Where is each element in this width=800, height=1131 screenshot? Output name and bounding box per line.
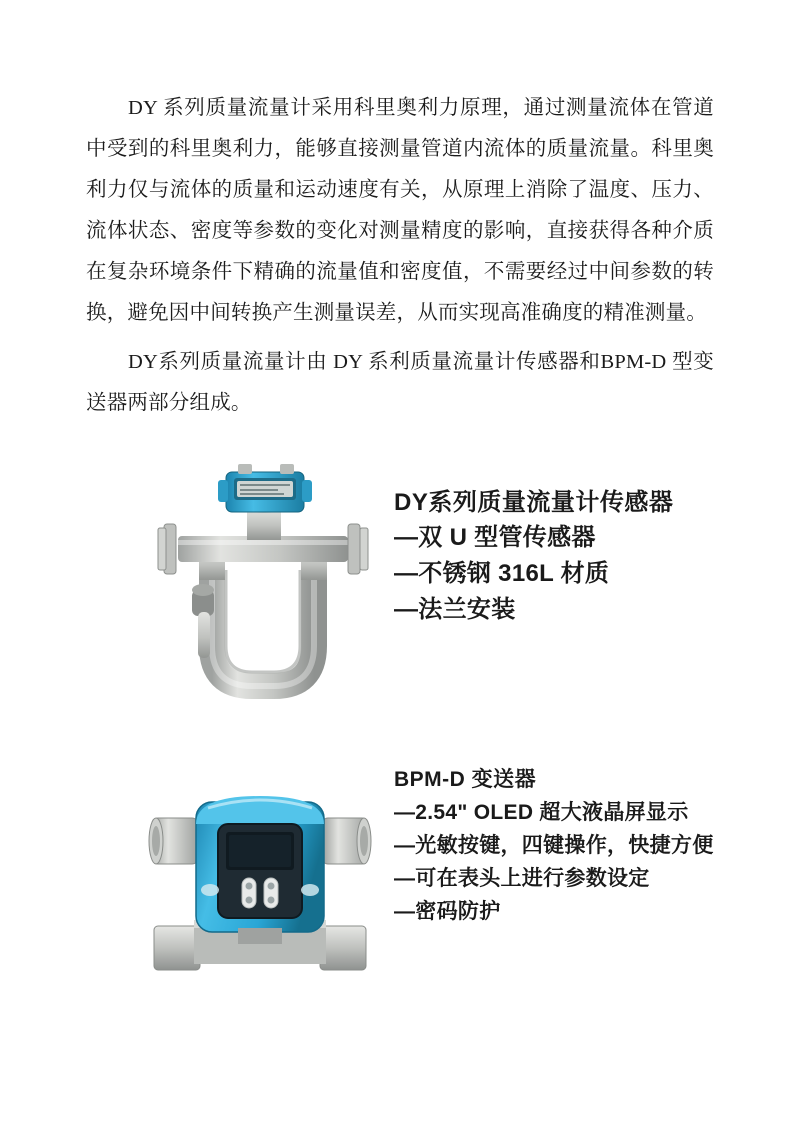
dy-series-mass-flowmeter-sensor-photo — [134, 450, 384, 720]
product-block-sensor — [86, 450, 714, 720]
transmitter-title: BPM-D 变送器 — [394, 768, 537, 791]
paragraph-2: DY系列质量流量计由 DY 系利质量流量计传感器和BPM-D 型变送器两部分组成。 — [86, 351, 714, 414]
transmitter-spec-list — [384, 750, 714, 928]
sensor-spec-list — [384, 450, 714, 628]
transmitter-feature-2: —光敏按键，四键操作，快捷方便 — [394, 834, 714, 857]
paragraph-1: DY 系列质量流量计采用科里奥利力原理，通过测量流体在管道中受到的科里奥利力，能够直接测量管道内流体的质量流量。科里奥利力仅与流体的质量和运动速度有关，从原理上消除了温度、压力、流体状态、密度等参数的变化对测量精度的影响，直接获得各种介质在复杂环境条件下精确的流量值和密度值，不需要经过中间参数的转换，避免因中间转换产生测量误差，从而实现高准确度的精准测量。 — [86, 97, 714, 324]
transmitter-feature-3: —可在表头上进行参数设定 — [394, 867, 650, 890]
transmitter-feature-1: —2.54" OLED 超大液晶屏显示 — [394, 801, 689, 824]
transmitter-feature-4: —密码防护 — [394, 900, 501, 923]
product-block-transmitter — [86, 750, 714, 990]
bpm-d-transmitter-photo — [134, 750, 384, 990]
sensor-feature-3: —法兰安装 — [394, 596, 516, 623]
sensor-feature-2: —不锈钢 316L 材质 — [394, 560, 610, 587]
sensor-title: DY系列质量流量计传感器 — [394, 489, 674, 516]
sensor-feature-1: —双 U 型管传感器 — [394, 524, 596, 551]
